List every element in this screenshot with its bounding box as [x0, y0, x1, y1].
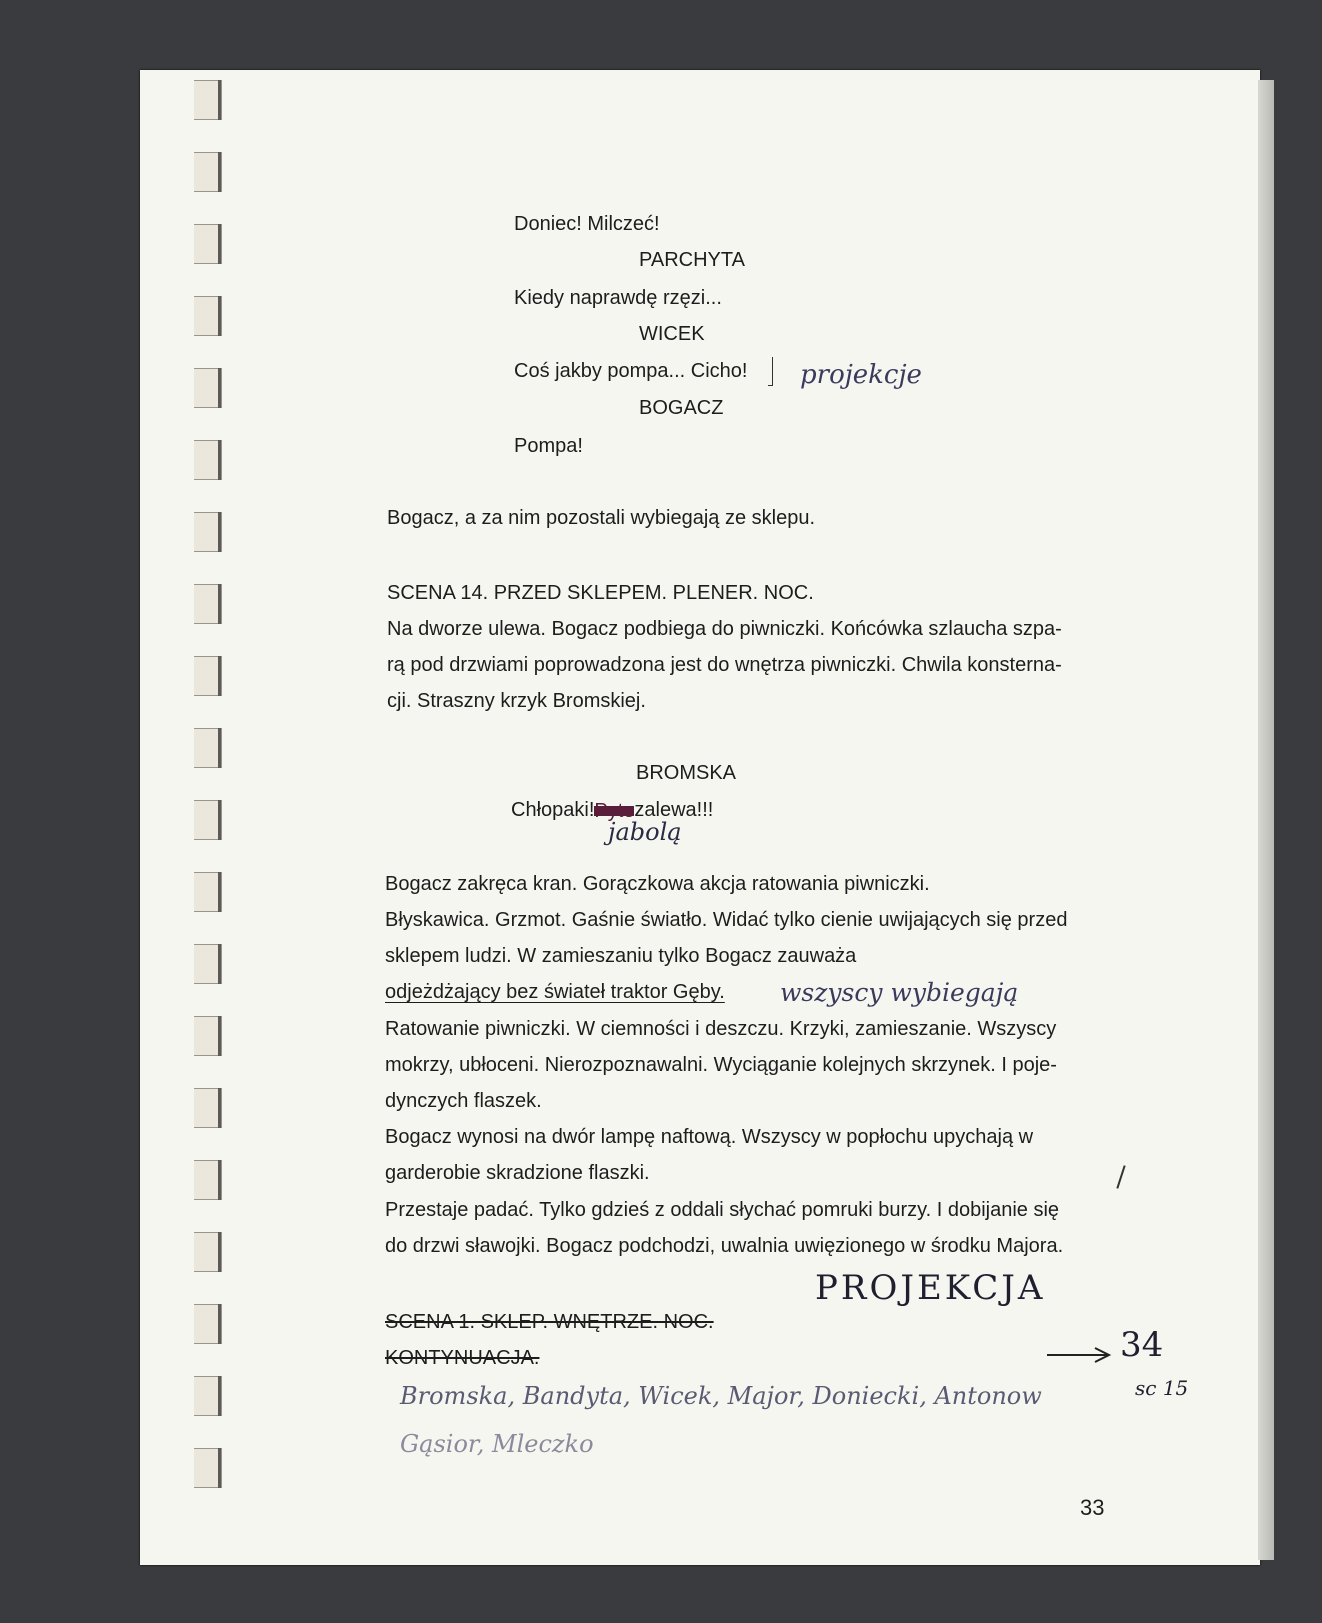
action-line: Bogacz zakręca kran. Gorączkowa akcja ratowania piwniczki.	[385, 873, 930, 895]
action-line: Przestaje padać. Tylko gdzieś z oddali słychać pomruki burzy. I dobijanie się	[385, 1199, 1060, 1221]
action-line: Bogacz, a za nim pozostali wybiegają ze sklepu.	[387, 507, 816, 529]
page-number: 33	[1080, 1495, 1105, 1520]
handwritten-ref-sc15: sc 15	[1135, 1376, 1189, 1400]
dialogue-line: Doniec! Milczeć!	[514, 213, 660, 235]
struck-word: Pyte	[594, 799, 635, 822]
action-line: mokrzy, ubłoceni. Nierozpoznawalni. Wyciąganie kolejnych skrzynek. I poje-	[385, 1054, 1057, 1076]
dialogue-end: zalewa!!!	[634, 799, 714, 821]
speaker-name: WICEK	[639, 323, 705, 345]
speaker-name: BOGACZ	[639, 397, 724, 419]
struck-scene-heading: SCENA 1. SKLEP. WNĘTRZE. NOC.	[385, 1311, 714, 1333]
page-stack-edge	[1258, 80, 1274, 1560]
action-line: rą pod drzwiami poprowadzona jest do wnętrza piwniczki. Chwila konsterna-	[387, 654, 1062, 676]
dialogue-line: Kiedy naprawdę rzęzi...	[514, 287, 722, 309]
handwritten-cast-list: Gąsior, Mleczko	[400, 1430, 594, 1458]
action-line: do drzwi sławojki. Bogacz podchodzi, uwalnia uwięzionego w środku Majora.	[385, 1235, 1064, 1257]
struck-continuation: KONTYNUACJA.	[385, 1347, 540, 1369]
action-line: garderobie skradzione flaszki.	[385, 1162, 650, 1184]
handwritten-note-projekcja: PROJEKCJA	[815, 1268, 1046, 1308]
action-line: cji. Straszny krzyk Bromskiej.	[387, 690, 646, 712]
arrow-icon	[1045, 1345, 1115, 1365]
action-line: Bogacz wynosi na dwór lampę naftową. Wszyscy w popłochu upychają w	[385, 1126, 1034, 1148]
comb-binding	[194, 80, 228, 1560]
action-line: Ratowanie piwniczki. W ciemności i deszczu. Krzyki, zamieszanie. Wszyscy	[385, 1018, 1057, 1040]
action-line: Na dworze ulewa. Bogacz podbiega do piwniczki. Końcówka szlaucha szpa-	[387, 618, 1062, 640]
handwritten-correction-jabola: jabolą	[608, 818, 682, 846]
dialogue-start: Chłopaki!	[511, 799, 595, 821]
handwritten-ref-34: 34	[1120, 1325, 1164, 1365]
dialogue-line: Pompa!	[514, 435, 583, 457]
handwritten-cast-list: Bromska, Bandyta, Wicek, Major, Doniecki, Antonow	[400, 1382, 1042, 1410]
bracket-mark	[768, 357, 773, 386]
scene-heading: SCENA 14. PRZED SKLEPEM. PLENER. NOC.	[387, 582, 814, 604]
handwritten-note-projekcje: projekcje	[800, 360, 922, 390]
action-line: sklepem ludzi. W zamieszaniu tylko Bogacz zauważa	[385, 945, 857, 967]
action-line: dynczych flaszek.	[385, 1090, 542, 1112]
dialogue-line: Coś jakby pompa... Cicho!	[514, 360, 748, 382]
underlined-action-line: odjeżdżający bez świateł traktor Gęby.	[385, 981, 725, 1003]
handwritten-note-wszyscy-wybiegaja: wszyscy wybiegają	[780, 978, 1019, 1007]
action-line: Błyskawica. Grzmot. Gaśnie światło. Widać tylko cienie uwijających się przed	[385, 909, 1068, 931]
speaker-name: PARCHYTA	[639, 249, 745, 271]
speaker-name: BROMSKA	[636, 762, 737, 784]
